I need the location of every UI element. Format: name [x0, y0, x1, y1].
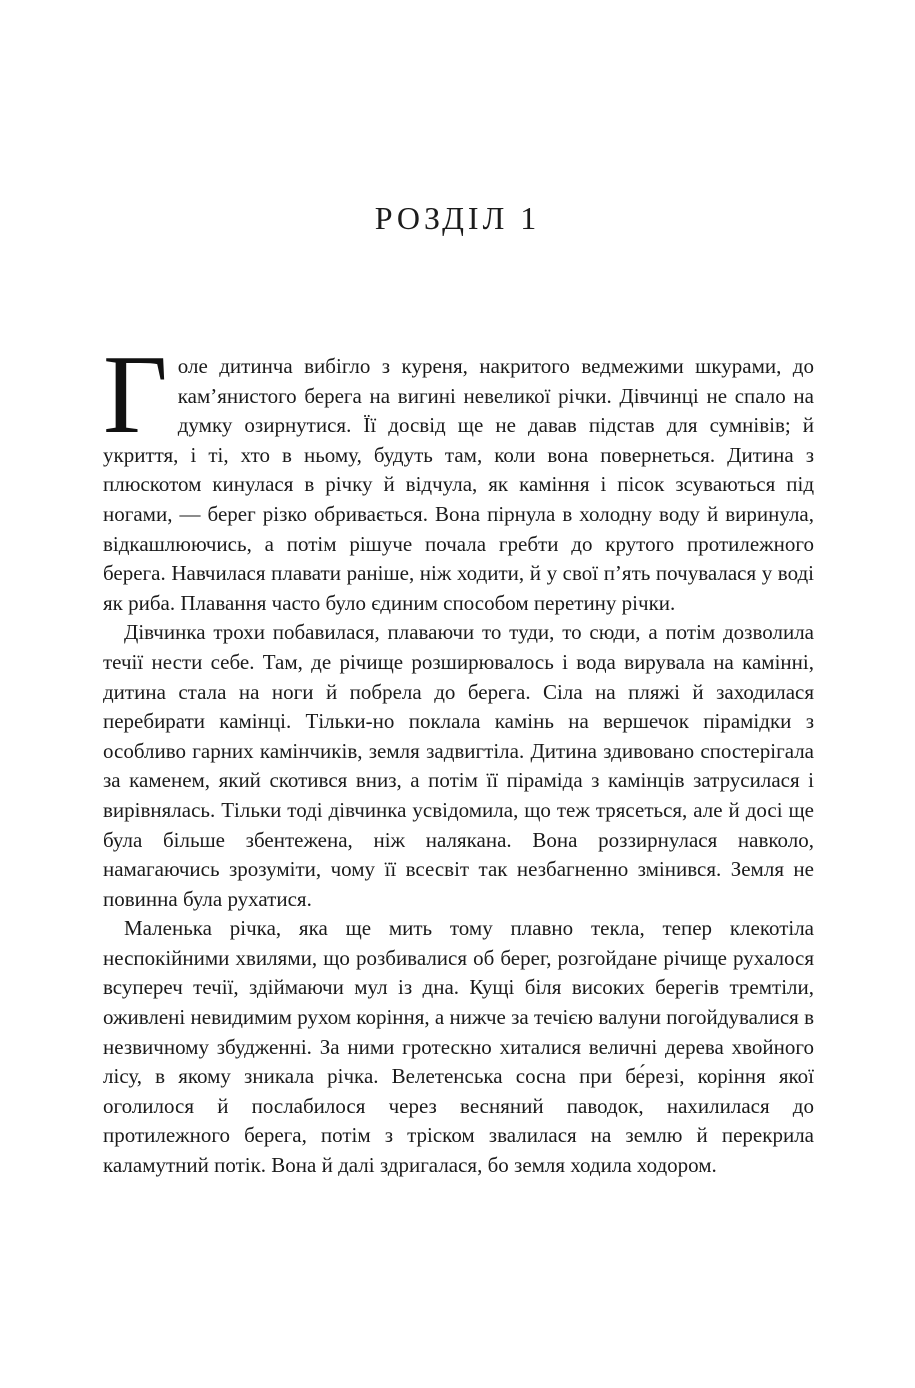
drop-cap: Г	[103, 333, 168, 457]
text-block	[103, 333, 814, 1181]
paragraph: Дівчинка трохи побавилася, плаваючи то туди, то сюди, а потім дозволила течії нести себе. Там, де річище розширювалось і вода вирувала на камінні, дитина стала на ноги й побрела до берега. Сіла на пляжі й заходилася перебирати камінці. Тільки-но поклала камінь на вершечок пірамідки з особливо гарних камінчиків, земля задвигтіла. Дитина здивовано спостерігала за каменем, який скотився вниз, а потім її піраміда з камінців затрусилася і вирівнялась. Тільки тоді дівчинка усвідомила, що теж трясеться, але й досі ще була більше збентежена, ніж налякана. Вона роззирнулася навколо, намагаючись зрозуміти, чому її всесвіт так незбагненно змінився. Земля не повинна була рухатися.	[103, 620, 814, 911]
paragraph	[103, 333, 814, 618]
chapter-heading: РОЗДІЛ 1	[374, 200, 541, 236]
paragraph-text: оле дитинча вибігло з куреня, накритого ведмежими шкурами, до кам’янистого берега на вигині невеликої річки. Дівчинці не спало на думку озирнутися. Її досвід ще не давав підстав для сумнівів; й укриття, і ті, хто в ньому, будуть там, коли вона повернеться. Дитина з плюскотом кинулася в річку й відчула, як каміння і пісок зсуваються під ногами, — берег різко обривається. Вона пірнула в холодну воду й виринула, відкашлюючись, а потім рішуче почала гребти до крутого протилежного берега. Навчилася плавати раніше, ніж ходити, й у свої п’ять почувалася у воді як риба. Плавання часто було єдиним способом перетину річки.	[103, 354, 814, 615]
paragraph: Маленька річка, яка ще мить тому плавно текла, тепер клекотіла неспокійними хвилями, що розбивалися об берег, розгойдане річище рухалося всупереч течії, здіймаючи мул із дна. Кущі біля високих берегів тремтіли, оживлені невидимим рухом коріння, а нижче за течією валуни погойдувалися в незвичному збудженні. За ними гротескно хиталися величні дерева хвойного лісу, в якому зникала річка. Велетенська сосна при бе́резі, коріння якої оголилося й послабилося через весняний паводок, нахилилася до протилежного берега, потім з тріском звалилася на землю й перекрила каламутний потік. Вона й далі здригалася, бо земля ходила ходором.	[103, 916, 814, 1178]
